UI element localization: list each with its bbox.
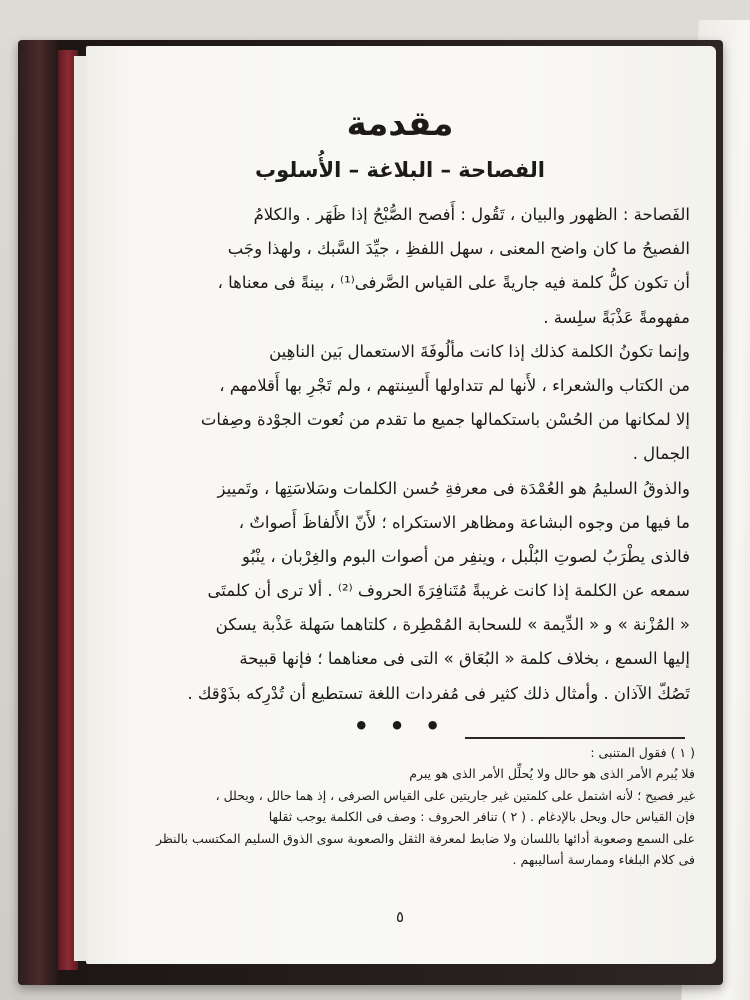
page-title: مقدمة bbox=[346, 104, 454, 144]
page-number: ٥ bbox=[395, 908, 405, 926]
body-line: الجمال . bbox=[632, 444, 690, 464]
footnote-rule bbox=[465, 737, 685, 739]
body-line: إليها السمع ، بخلاف كلمة « البُعَاق » التى فى معناهما ؛ فإنها قبيحة bbox=[239, 649, 690, 669]
footnote-line: ( ١ ) فقول المتنبى : bbox=[590, 745, 695, 760]
body-line: سمعه عن الكلمة إذا كانت غريبةً مُتَنافِرَةَ الحروف ⁽²⁾ . ألا ترى أن كلمتَى bbox=[207, 581, 690, 601]
footnote-line: غير فصيح ؛ لأنه اشتمل على كلمتين غير جاريتين على القياس الصرفى ، إذ هما حالل ، ويحلل ، bbox=[215, 787, 695, 803]
body-line: مفهومةً عَذْبَةً سلِسة . bbox=[543, 307, 690, 327]
body-line: تَصُكّ الآذان . وأمثال ذلك كثير فى مُفردات اللغة تستطيع أن تُدْرِكه بذَوْقك . bbox=[187, 683, 690, 703]
body-text bbox=[150, 198, 690, 711]
page-subtitle: الفصاحة – البلاغة – الأُسلوب bbox=[255, 158, 545, 182]
body-line: من الكتاب والشعراء ، لأَنها لم تتداولها أَلسِنتهم ، ولم تَجْرِ بها أَقلامهم ، bbox=[219, 375, 690, 395]
body-line: فالذى يطْرَبُ لصوتِ البُلْبل ، وينفِر من أصوات البوم والغِرْبان ، ينْبُو bbox=[242, 546, 690, 566]
body-line: ما فيها من وجوه البشاعة ومظاهر الاستكراه ؛ لأَنّ الأَلفاظَ أَصواتٌ ، bbox=[238, 512, 690, 532]
body-line: وإنما تكونُ الكلمة كذلك إذا كانت مألُوفَةَ الاستعمال بَين الناهِين bbox=[269, 341, 690, 361]
footnote-line: فلا يُبرم الأمر الذى هو حالل ولا يُحلِّل الأمر الذى هو يبرم bbox=[409, 766, 695, 782]
body-line: الفَصاحة : الظهور والبيان ، تَقُول : أَفصح الصُّبْحُ إذا ظَهَر . والكلامُ bbox=[253, 205, 690, 224]
body-line: والذوقُ السليمُ هو العُمْدَة فى معرفةِ حُسن الكلمات وسَلاسَتِها ، وتَمييز bbox=[217, 478, 690, 498]
body-line: الفصيحُ ما كان واضح المعنى ، سهل اللفظِ ، جيِّدَ السَّبك ، ولهذا وجَب bbox=[227, 239, 690, 259]
body-line: إلا لمكانها من الحُسْن باستكمالها جميع ما تقدم من نُعوت الجوْدة وصِفات bbox=[200, 410, 690, 430]
body-line: أن تكون كلُّ كلمة فيه جاريةً على القياس الصَّرفى⁽¹⁾ ، بينةً فى معناها ، bbox=[217, 273, 690, 293]
footnote-line: على السمع وصعوبة أدائها باللسان ولا ضابط لمعرفة الثقل والصعوبة سوى الذوق السليم المكتسب بالنظر bbox=[155, 830, 695, 846]
footnote-line: فى كلام البلغاء وممارسة أساليبهم . bbox=[512, 851, 695, 867]
section-separator: • • • bbox=[353, 712, 447, 740]
footnote-line: فإن القياس حال ويحل بالإدغام . ( ٢ ) تنافر الحروف : وصف فى الكلمة يوجب ثقلها bbox=[268, 809, 695, 825]
footnotes bbox=[150, 742, 695, 870]
body-line: « المُزْنة » و « الدِّيمة » للسحابة المُمْطِرة ، كلتاهما سَهلة عَذْبة يسكن bbox=[215, 615, 690, 635]
